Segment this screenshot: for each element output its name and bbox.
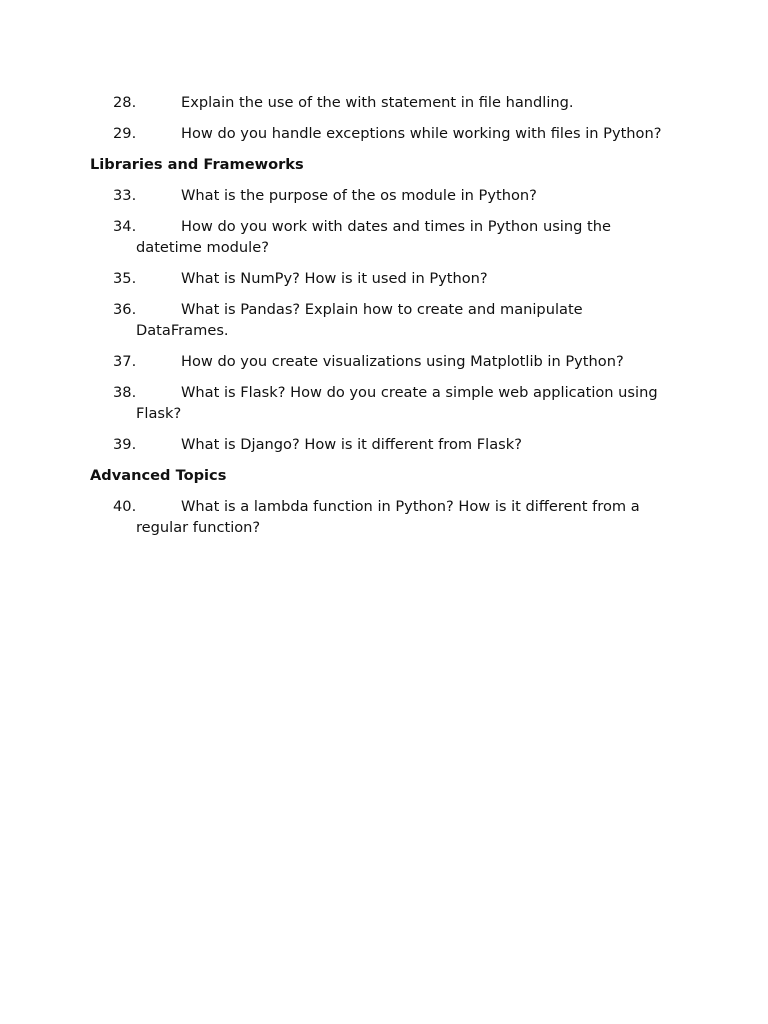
item-number: 39. bbox=[113, 436, 137, 453]
item-number: 29. bbox=[113, 125, 137, 142]
item-number: 36. bbox=[113, 301, 137, 318]
question-list bbox=[90, 92, 690, 548]
item-number: 40. bbox=[113, 498, 137, 515]
list-item bbox=[90, 268, 690, 289]
item-number: 37. bbox=[113, 353, 137, 370]
section-heading: Advanced Topics bbox=[90, 467, 227, 484]
item-text: What is the purpose of the os module in Python? bbox=[181, 187, 537, 204]
list-item bbox=[90, 382, 690, 424]
item-text: What is Flask? How do you create a simple web application using bbox=[181, 384, 658, 401]
list-item bbox=[90, 351, 690, 372]
item-text: What is NumPy? How is it used in Python? bbox=[181, 270, 488, 287]
list-item bbox=[90, 299, 690, 341]
item-text-continued: Flask? bbox=[136, 405, 182, 422]
list-item bbox=[90, 496, 690, 538]
item-number: 34. bbox=[113, 218, 137, 235]
list-item bbox=[90, 185, 690, 206]
list-item bbox=[90, 216, 690, 258]
item-text: How do you handle exceptions while working with files in Python? bbox=[181, 125, 662, 142]
item-number: 35. bbox=[113, 270, 137, 287]
item-text-continued: DataFrames. bbox=[136, 322, 229, 339]
list-item bbox=[90, 123, 690, 144]
item-text: What is a lambda function in Python? How is it different from a bbox=[181, 498, 640, 515]
item-text: How do you create visualizations using Matplotlib in Python? bbox=[181, 353, 624, 370]
section-heading: Libraries and Frameworks bbox=[90, 156, 304, 173]
list-item bbox=[90, 434, 690, 455]
item-number: 28. bbox=[113, 94, 137, 111]
item-number: 38. bbox=[113, 384, 137, 401]
item-text-continued: datetime module? bbox=[136, 239, 269, 256]
item-text-continued: regular function? bbox=[136, 519, 261, 536]
item-text: What is Django? How is it different from Flask? bbox=[181, 436, 522, 453]
item-text: What is Pandas? Explain how to create and manipulate bbox=[181, 301, 583, 318]
item-number: 33. bbox=[113, 187, 137, 204]
list-item bbox=[90, 92, 690, 113]
item-text: How do you work with dates and times in Python using the bbox=[181, 218, 611, 235]
item-text: Explain the use of the with statement in file handling. bbox=[181, 94, 574, 111]
